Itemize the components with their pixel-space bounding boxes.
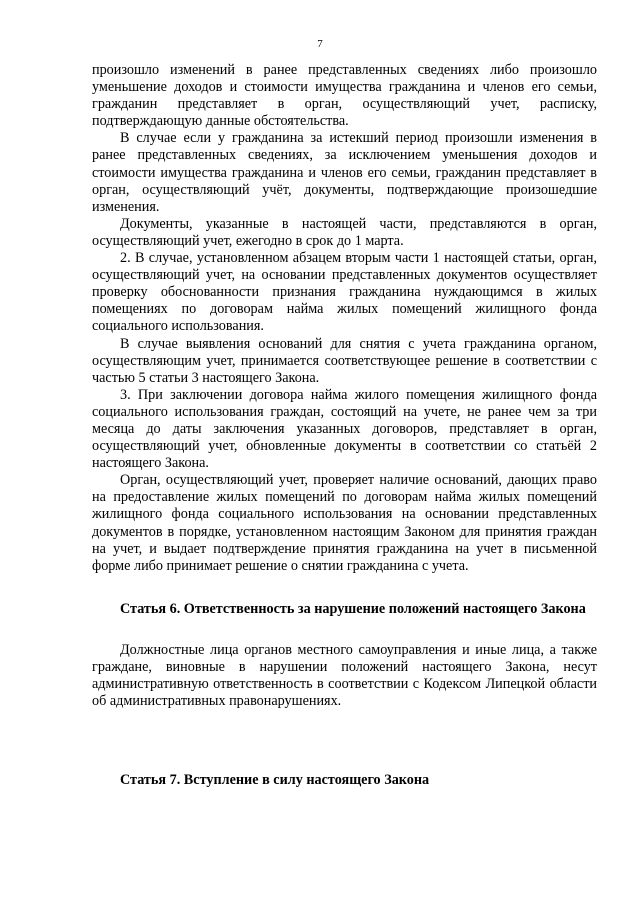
paragraph: Орган, осуществляющий учет, проверяет наличие оснований, дающих право на предоставление жилых помещений по договорам найма жилых помещений жилищного фонда социального использования на основании представленных документов в порядке, установленном настоящим Законом для принятия граждан на учет, и выдает подтверждение принятия гражданина на учет в письменной форме либо принимает решение о снятии гражданина с учета. <box>92 472 597 574</box>
article-7-heading: Статья 7. Вступление в силу настоящего Закона <box>120 772 430 789</box>
paragraph: произошло изменений в ранее представленных сведениях либо произошло уменьшение доходов и стоимости имущества гражданина и членов его семьи, гражданин представляет в орган, осуществляющий учет, расписку, подтверждающую данные обстоятельства. <box>92 62 597 130</box>
paragraph: Документы, указанные в настоящей части, представляются в орган, осуществляющий учет, ежегодно в срок до 1 марта. <box>92 215 597 249</box>
article-6-paragraph: Должностные лица органов местного самоуправления и иные лица, а также граждане, виновные в нарушении положений настоящего Закона, несут административную ответственность в соответствии с Кодексом Липецкой области об административных правонарушениях. <box>92 641 597 710</box>
page-number: 7 <box>317 38 323 50</box>
paragraph: 2. В случае, установленном абзацем вторым части 1 настоящей статьи, орган, осуществляющий учет, на основании представленных документов осуществляет проверку обоснованности признания гражданина нуждающимся в жилых помещениях по договорам найма жилых помещений жилищного фонда социального использования. <box>92 250 597 335</box>
document-body <box>92 62 597 789</box>
paragraph: В случае выявления оснований для снятия с учета гражданина органом, осуществляющим учет, принимается соответствующее решение в соответствии с частью 5 статьи 3 настоящего Закона. <box>92 335 597 386</box>
paragraph: В случае если у гражданина за истекший период произошли изменения в ранее представленных сведениях, за исключением уменьшения доходов и стоимости имущества гражданина и членов его семьи, гражданин представляет в орган, осуществляющий учёт, документы, подтверждающие произошедшие изменения. <box>92 130 597 215</box>
article-6-heading: Статья 6. Ответственность за нарушение положений настоящего Закона <box>120 600 586 617</box>
paragraph: 3. При заключении договора найма жилого помещения жилищного фонда социального использования граждан, состоящий на учете, не ранее чем за три месяца до даты заключения указанных договоров, представляет в орган, осуществляющий учет, обновленные документы в соответствии со статьёй 2 настоящего Закона. <box>92 386 597 472</box>
